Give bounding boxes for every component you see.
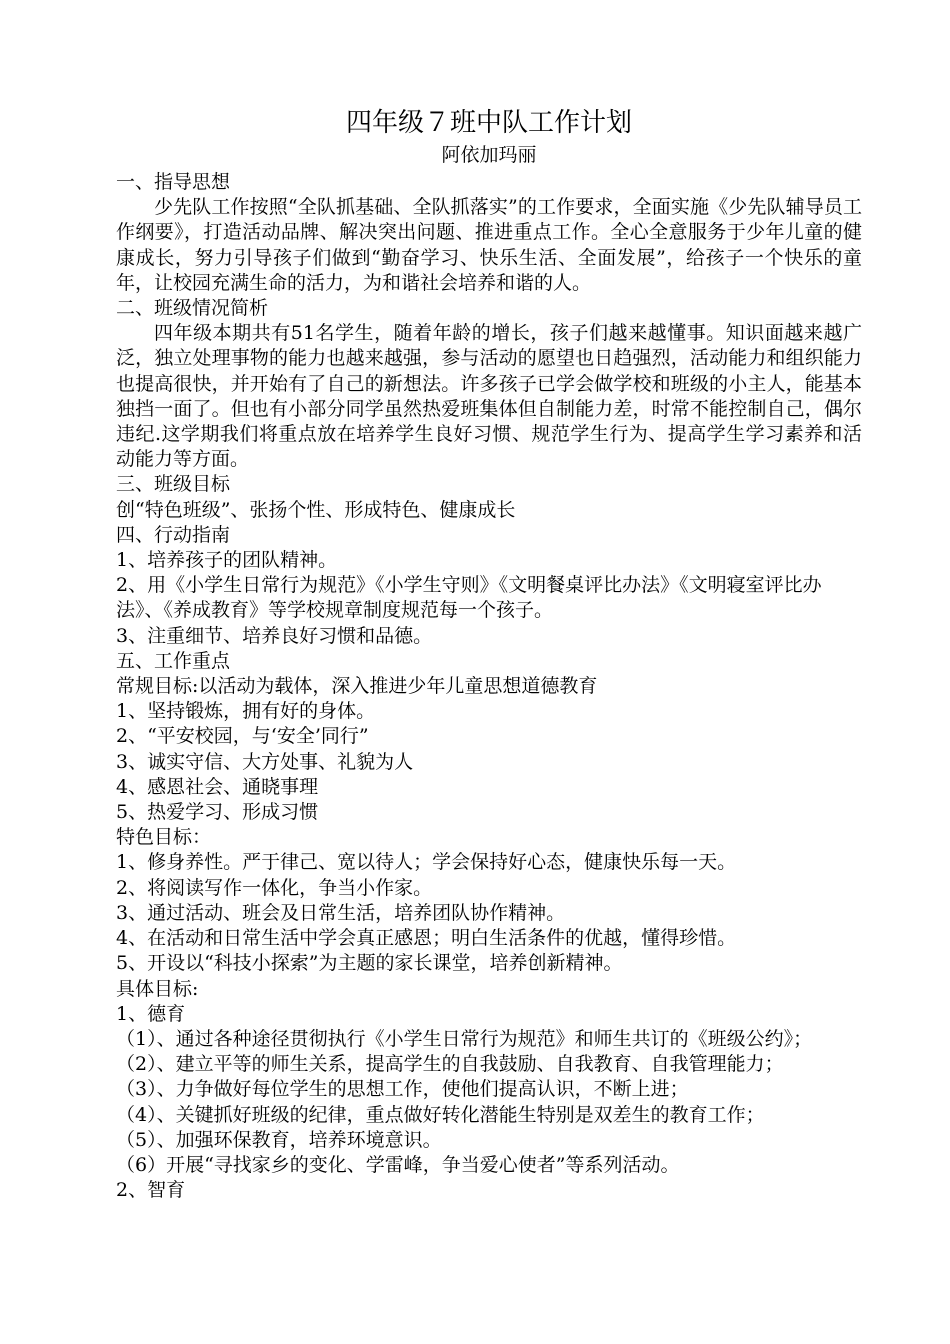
text-line: 4、在活动和日常生活中学会真正感恩；明白生活条件的优越，懂得珍惜。 xyxy=(116,927,737,950)
text-line: 1、培养孩子的团队精神。 xyxy=(116,549,338,572)
text-line: 4、感恩社会、通晓事理 xyxy=(116,775,319,798)
page-title: 四年级７班中队工作计划 xyxy=(345,108,632,138)
text-line: 5、开设以“科技小探索”为主题的家长课堂，培养创新精神。 xyxy=(116,952,623,975)
text-line: 具体目标: xyxy=(116,977,199,1000)
text-line: 二、班级情况简析 xyxy=(116,297,269,320)
text-line: 2、将阅读写作一体化，争当小作家。 xyxy=(116,876,433,899)
text-line: 常规目标:以活动为载体，深入推进少年儿童思想道德教育 xyxy=(116,675,598,698)
text-line: 1、修身养性。严于律己、宽以待人；学会保持好心态，健康快乐每一天。 xyxy=(116,851,737,874)
text-line: （1）、通过各种途径贯彻执行《小学生日常行为规范》和师生共订的《班级公约》； xyxy=(116,1027,813,1050)
text-line: 1、德育 xyxy=(116,1002,186,1025)
text-line: 特色目标： xyxy=(116,826,212,849)
text-line: 一、指导思想 xyxy=(116,171,231,193)
paragraph: 四年级本期共有51名学生，随着年龄的增长，孩子们越来越懂事。知识面越来越广泛，独立处理事物的能力也越来越强，参与活动的愿望也日趋强烈，活动能力和组织能力也提高很快，并开始有了自己的新想法。许多孩子已学会做学校和班级的小主人，能基本独挡一面了。但也有小部分同学虽然热爱班集体但自制能力差，时常不能控制自己，偶尔违纪.这学期我们将重点放在培养学生良好习惯、规范学生行为、提高学生学习素养和活动能力等方面。 xyxy=(116,322,862,471)
paragraph: 少先队工作按照“全队抓基础、全队抓落实”的工作要求，全面实施《少先队辅导员工作纲要》，打造活动品牌、解决突出问题、推进重点工作。全心全意服务于少年儿童的健康成长，努力引导孩子们做到“勤奋学习、快乐生活、全面发展”，给孩子一个快乐的童年，让校园充满生命的活力，为和谐社会培养和谐的人。 xyxy=(116,196,862,294)
text-line: （6）开展“寻找家乡的变化、学雷峰，争当爱心使者”等系列活动。 xyxy=(116,1153,680,1176)
text-line: （4）、关键抓好班级的纪律，重点做好转化潜能生特别是双差生的教育工作； xyxy=(116,1103,765,1126)
text-line: 2、用《小学生日常行为规范》《小学生守则》《文明餐桌评比办法》《文明寝室评比办法》、《养成教育》等学校规章制度规范每一个孩子。 xyxy=(116,574,822,622)
text-line: 2、智育 xyxy=(116,1179,186,1202)
text-line: （3）、力争做好每位学生的思想工作，使他们提高认识，不断上进； xyxy=(116,1078,689,1101)
text-line: 3、注重细节、培养良好习惯和品德。 xyxy=(116,624,433,647)
text-line: 四、行动指南 xyxy=(116,523,231,546)
text-line: 五、工作重点 xyxy=(116,649,231,672)
text-line: 2、“平安校园，与‘安全’同行” xyxy=(116,725,369,748)
text-line: （5）、加强环保教育，培养环境意识。 xyxy=(116,1128,442,1151)
document-body xyxy=(116,170,862,1203)
text-line: （2）、建立平等的师生关系，提高学生的自我鼓励、自我教育、自我管理能力； xyxy=(116,1053,784,1076)
text-line: 三、班级目标 xyxy=(116,473,231,496)
author-name: 阿依加玛丽 xyxy=(441,144,537,166)
text-line: 3、诚实守信、大方处事、礼貌为人 xyxy=(116,750,414,773)
text-line: 5、热爱学习、形成习惯 xyxy=(116,801,319,824)
text-line: 1、坚持锻炼，拥有好的身体。 xyxy=(116,700,376,723)
text-line: 创“特色班级”、张扬个性、形成特色、健康成长 xyxy=(116,498,516,521)
text-line: 3、通过活动、班会及日常生活，培养团队协作精神。 xyxy=(116,901,566,924)
